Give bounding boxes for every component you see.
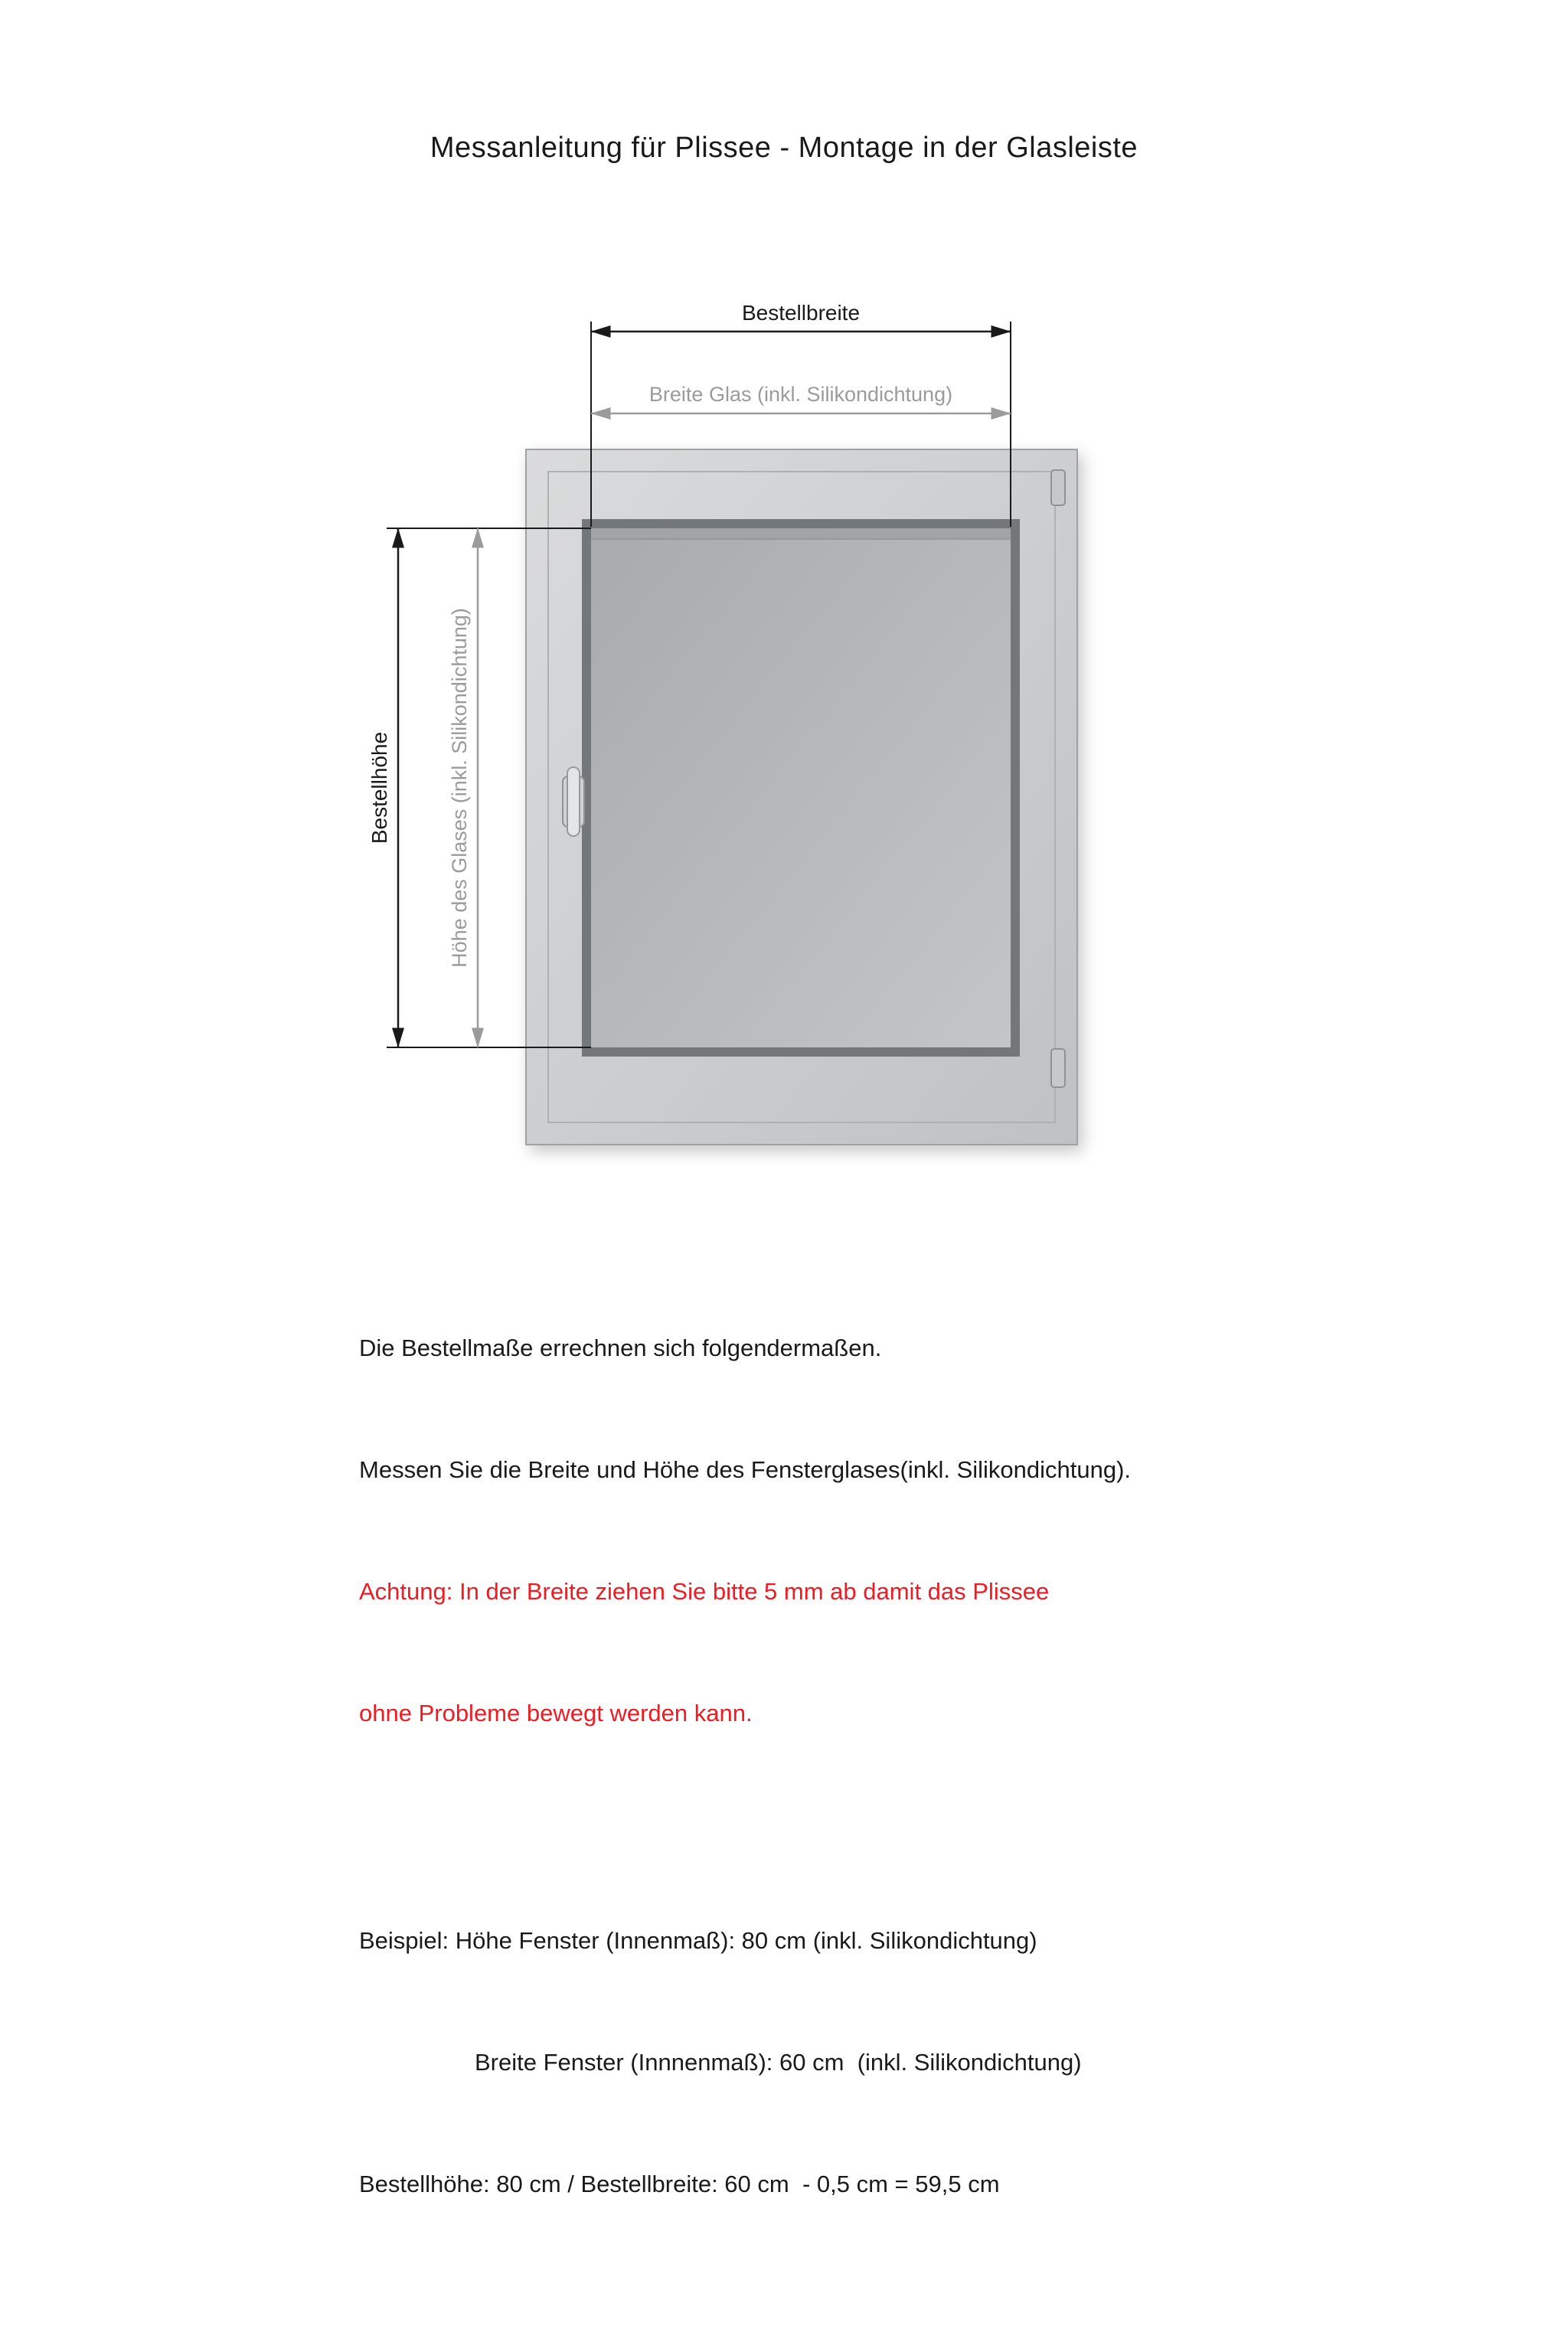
glass-width-label: Breite Glas (inkl. Silikondichtung) <box>648 383 953 406</box>
warning-line: Achtung: In der Breite ziehen Sie bitte 5 mm ab damit das Plissee <box>359 1578 1050 1605</box>
warning-line: ohne Probleme bewegt werden kann. <box>359 1700 753 1727</box>
order-height-label: Bestellhöhe <box>368 731 391 844</box>
example-line: Bestellhöhe: 80 cm / Bestellbreite: 60 cm - 0,5 cm = 59,5 cm <box>359 2171 1000 2197</box>
glass-height-label: Höhe des Glases (inkl. Silikondichtung) <box>448 608 471 968</box>
order-width-label: Bestellbreite <box>741 301 861 325</box>
window-hinge-top <box>1051 470 1065 505</box>
window-handle-lever <box>567 767 580 836</box>
window-illustration <box>526 449 1077 1145</box>
glass-top-rail <box>591 528 1011 538</box>
page-title: Messanleitung für Plissee - Montage in der Glasleiste <box>430 132 1138 164</box>
example-line: Breite Fenster (Innnenmaß): 60 cm (inkl. Silikondichtung) <box>475 2049 1082 2076</box>
example-line: Beispiel: Höhe Fenster (Innenmaß): 80 cm (inkl. Silikondichtung) <box>359 1927 1037 1954</box>
instruction-line: Die Bestellmaße errechnen sich folgendermaßen. <box>359 1335 882 1361</box>
window-hinge-bottom <box>1051 1049 1065 1087</box>
instruction-line: Messen Sie die Breite und Höhe des Fensterglases(inkl. Silikondichtung). <box>359 1456 1132 1483</box>
instructions <box>359 1246 1131 2326</box>
example-block <box>359 1839 1131 2285</box>
window-glass <box>591 528 1011 1047</box>
